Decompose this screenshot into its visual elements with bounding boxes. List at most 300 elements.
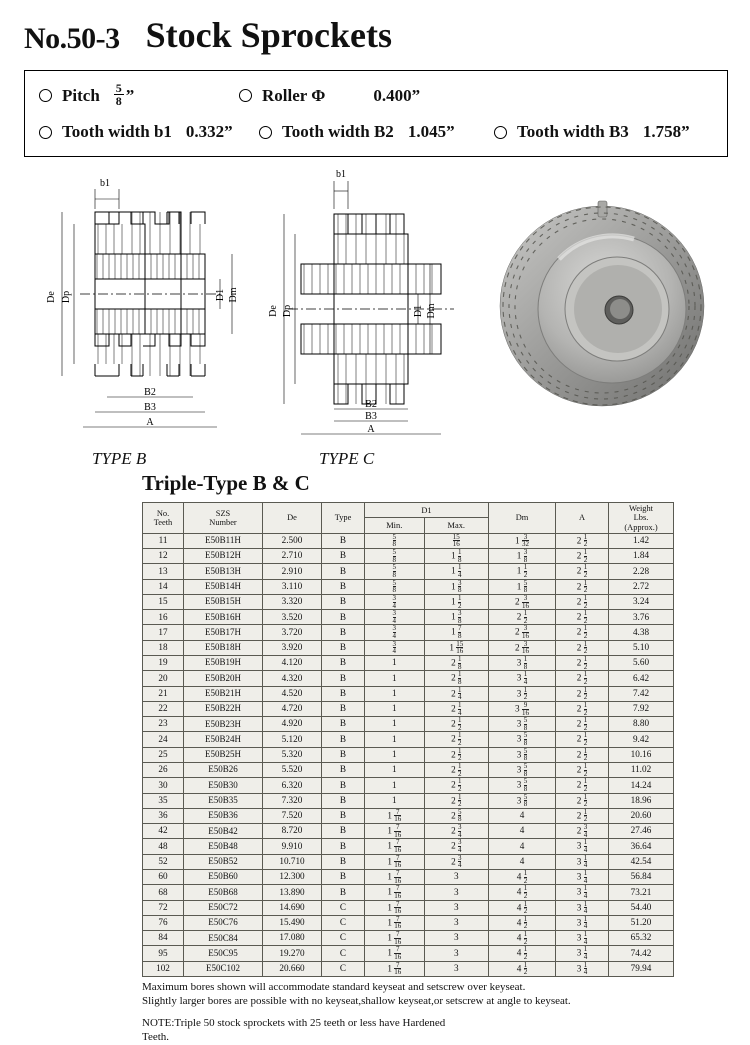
cell-a: 2 $\frac{1}{2}$: [556, 747, 609, 762]
bullet-icon: [39, 89, 52, 102]
cell-teeth: 68: [143, 885, 184, 900]
cell-dm: 4 $\frac{1}{2}$: [489, 961, 556, 976]
cell-d1-min: 1 $\frac{7}{16}$: [365, 854, 425, 869]
cell-type: B: [322, 640, 365, 655]
cell-weight: 9.42: [609, 732, 674, 747]
cell-d1-min: 1 $\frac{7}{16}$: [365, 900, 425, 915]
cell-de: 2.500: [263, 533, 322, 548]
table-row: [143, 732, 674, 747]
cell-szs: E50B60: [184, 869, 263, 884]
type-c-drawing: [266, 159, 466, 449]
table-row: [143, 640, 674, 655]
cell-type: B: [322, 656, 365, 671]
cell-de: 3.920: [263, 640, 322, 655]
cell-de: 5.120: [263, 732, 322, 747]
spec-b1-value: 0.332”: [185, 122, 233, 141]
page-title: Stock Sprockets: [145, 15, 393, 55]
cell-d1-min: 1: [365, 717, 425, 732]
cell-de: 2.710: [263, 549, 322, 564]
cell-dm: 3 $\frac{1}{4}$: [489, 671, 556, 686]
cell-weight: 3.76: [609, 610, 674, 625]
spec-b2: [259, 122, 494, 142]
cell-weight: 8.80: [609, 717, 674, 732]
table-title: Triple-Type B & C: [142, 471, 310, 495]
cell-de: 3.720: [263, 625, 322, 640]
cell-type: B: [322, 610, 365, 625]
spec-roller-value: 0.400”: [373, 85, 421, 105]
cell-d1-max: 1 $\frac{7}{8}$: [424, 625, 488, 640]
footnote-line-2: Slightly larger bores are possible with no keyseat,shallow keyseat,or setscrew at angle to keyseat.: [142, 994, 571, 1007]
cell-szs: E50C84: [184, 931, 263, 946]
cell-szs: E50B52: [184, 854, 263, 869]
type-b-drawing: [40, 169, 260, 444]
cell-a: 3 $\frac{1}{4}$: [556, 961, 609, 976]
cell-teeth: 52: [143, 854, 184, 869]
cell-dm: 3 $\frac{5}{8}$: [489, 732, 556, 747]
cell-a: 3 $\frac{1}{4}$: [556, 854, 609, 869]
table-row: [143, 564, 674, 579]
cell-a: 2 $\frac{1}{2}$: [556, 610, 609, 625]
svg-text:A: A: [367, 424, 375, 435]
cell-type: B: [322, 564, 365, 579]
svg-text:Dp: Dp: [61, 290, 72, 304]
cell-teeth: 95: [143, 946, 184, 961]
cell-d1-max: 3: [424, 961, 488, 976]
cell-teeth: 84: [143, 931, 184, 946]
cell-a: 2 $\frac{1}{2}$: [556, 564, 609, 579]
cell-teeth: 36: [143, 808, 184, 823]
svg-text:b1: b1: [100, 178, 110, 189]
cell-dm: 3 $\frac{1}{2}$: [489, 686, 556, 701]
table-row: [143, 931, 674, 946]
cell-dm: 3 $\frac{5}{8}$: [489, 747, 556, 762]
bullet-icon: [494, 126, 507, 139]
cell-de: 15.490: [263, 915, 322, 930]
cell-type: B: [322, 579, 365, 594]
spec-pitch-label: Pitch: [62, 85, 100, 105]
bullet-icon: [239, 89, 252, 102]
cell-de: 5.520: [263, 763, 322, 778]
cell-de: 3.110: [263, 579, 322, 594]
cell-teeth: 26: [143, 763, 184, 778]
table-row: [143, 701, 674, 716]
cell-weight: 65.32: [609, 931, 674, 946]
cell-d1-max: 2 $\frac{3}{4}$: [424, 824, 488, 839]
fraction: [114, 82, 124, 107]
cell-a: 2 $\frac{1}{2}$: [556, 656, 609, 671]
cell-type: C: [322, 915, 365, 930]
cell-weight: 1.42: [609, 533, 674, 548]
cell-dm: 1 $\frac{3}{8}$: [489, 549, 556, 564]
cell-a: 2 $\frac{1}{2}$: [556, 778, 609, 793]
cell-teeth: 15: [143, 594, 184, 609]
cell-de: 17.080: [263, 931, 322, 946]
col-weight-l2: Lbs.: [633, 513, 649, 523]
cell-d1-min: $\frac{3}{4}$: [365, 625, 425, 640]
cell-weight: 27.46: [609, 824, 674, 839]
svg-text:A: A: [146, 417, 154, 428]
cell-weight: 2.28: [609, 564, 674, 579]
cell-dm: 3 $\frac{5}{8}$: [489, 717, 556, 732]
table-head: [143, 503, 674, 534]
table-row: [143, 915, 674, 930]
cell-de: 2.910: [263, 564, 322, 579]
table-row: [143, 656, 674, 671]
cell-de: 4.520: [263, 686, 322, 701]
cell-a: 2 $\frac{1}{2}$: [556, 732, 609, 747]
cell-a: 3 $\frac{1}{4}$: [556, 931, 609, 946]
footnote-line-1: Maximum bores shown will accommodate standard keyseat and setscrew over keyseat.: [142, 980, 526, 993]
cell-a: 2 $\frac{1}{2}$: [556, 717, 609, 732]
cell-a: 3 $\frac{1}{4}$: [556, 839, 609, 854]
table-row: [143, 839, 674, 854]
table-row: [143, 763, 674, 778]
cell-type: C: [322, 931, 365, 946]
cell-d1-max: 1 $\frac{1}{8}$: [424, 549, 488, 564]
cell-type: B: [322, 839, 365, 854]
cell-dm: 1 $\frac{1}{2}$: [489, 564, 556, 579]
cell-szs: E50B48: [184, 839, 263, 854]
cell-type: B: [322, 594, 365, 609]
svg-text:b1: b1: [336, 169, 346, 180]
spec-b1-label: Tooth width b1: [62, 122, 172, 141]
cell-a: 2 $\frac{1}{2}$: [556, 640, 609, 655]
cell-weight: 74.42: [609, 946, 674, 961]
cell-type: B: [322, 808, 365, 823]
cell-a: 3 $\frac{1}{4}$: [556, 869, 609, 884]
cell-dm: 3 $\frac{5}{8}$: [489, 793, 556, 808]
cell-d1-max: 1 $\frac{3}{8}$: [424, 610, 488, 625]
fraction-numerator: 5: [115, 81, 122, 95]
cell-weight: 2.72: [609, 579, 674, 594]
cell-type: C: [322, 900, 365, 915]
cell-weight: 36.64: [609, 839, 674, 854]
cell-d1-min: 1: [365, 747, 425, 762]
cell-weight: 10.16: [609, 747, 674, 762]
cell-d1-min: $\frac{3}{4}$: [365, 610, 425, 625]
cell-teeth: 22: [143, 701, 184, 716]
svg-text:Dm: Dm: [426, 303, 437, 319]
cell-d1-max: 2 $\frac{1}{4}$: [424, 701, 488, 716]
cell-type: B: [322, 793, 365, 808]
cell-szs: E50B35: [184, 793, 263, 808]
cell-dm: 4 $\frac{1}{2}$: [489, 931, 556, 946]
spec-roller-label: Roller Φ: [262, 85, 326, 105]
cell-teeth: 25: [143, 747, 184, 762]
cell-weight: 6.42: [609, 671, 674, 686]
table-row: [143, 594, 674, 609]
cell-weight: 7.92: [609, 701, 674, 716]
svg-text:B3: B3: [144, 402, 156, 413]
cell-d1-max: 2 $\frac{3}{4}$: [424, 839, 488, 854]
cell-type: B: [322, 717, 365, 732]
cell-type: B: [322, 549, 365, 564]
cell-de: 7.520: [263, 808, 322, 823]
cell-dm: 4: [489, 808, 556, 823]
table-row: [143, 793, 674, 808]
cell-weight: 7.42: [609, 686, 674, 701]
cell-szs: E50B16H: [184, 610, 263, 625]
cell-teeth: 16: [143, 610, 184, 625]
cell-type: B: [322, 869, 365, 884]
svg-text:B2: B2: [365, 399, 377, 410]
cell-dm: 2 $\frac{1}{2}$: [489, 610, 556, 625]
cell-weight: 4.38: [609, 625, 674, 640]
cell-szs: E50B21H: [184, 686, 263, 701]
table-row: [143, 824, 674, 839]
cell-d1-min: 1: [365, 732, 425, 747]
table-row: [143, 533, 674, 548]
spec-b3: [494, 122, 690, 142]
footnote-line-3: NOTE:Triple 50 stock sprockets with 25 teeth or less have Hardened: [142, 1017, 446, 1030]
cell-d1-min: $\frac{5}{8}$: [365, 533, 425, 548]
cell-type: B: [322, 885, 365, 900]
col-teeth: [143, 503, 184, 534]
cell-d1-min: 1 $\frac{7}{16}$: [365, 885, 425, 900]
cell-type: B: [322, 763, 365, 778]
spec-row-2: [39, 122, 713, 142]
cell-type: B: [322, 701, 365, 716]
cell-d1-max: 2 $\frac{1}{2}$: [424, 763, 488, 778]
table-row: [143, 946, 674, 961]
cell-d1-max: 2 $\frac{1}{2}$: [424, 793, 488, 808]
type-b-caption: TYPE B: [92, 449, 147, 468]
cell-weight: 20.60: [609, 808, 674, 823]
table-row: [143, 579, 674, 594]
cell-d1-min: 1: [365, 793, 425, 808]
type-c-caption: TYPE C: [319, 449, 375, 468]
cell-a: 2 $\frac{3}{4}$: [556, 824, 609, 839]
cell-dm: 4 $\frac{1}{2}$: [489, 946, 556, 961]
cell-a: 2 $\frac{1}{2}$: [556, 594, 609, 609]
svg-text:B3: B3: [365, 411, 377, 422]
sprocket-photo: [484, 199, 734, 414]
cell-type: C: [322, 946, 365, 961]
svg-text:B2: B2: [144, 387, 156, 398]
cell-d1-min: 1: [365, 656, 425, 671]
cell-type: B: [322, 778, 365, 793]
col-szs-l2: Number: [209, 517, 237, 527]
part-number: No.50-3: [24, 22, 120, 55]
cell-teeth: 48: [143, 839, 184, 854]
cell-d1-min: 1 $\frac{7}{16}$: [365, 808, 425, 823]
cell-teeth: 14: [143, 579, 184, 594]
table-row: [143, 549, 674, 564]
cell-de: 4.920: [263, 717, 322, 732]
cell-d1-min: 1 $\frac{7}{16}$: [365, 824, 425, 839]
cell-weight: 54.40: [609, 900, 674, 915]
cell-weight: 1.84: [609, 549, 674, 564]
cell-d1-max: 3: [424, 915, 488, 930]
cell-de: 10.710: [263, 854, 322, 869]
cell-d1-min: 1: [365, 671, 425, 686]
cell-teeth: 12: [143, 549, 184, 564]
table-row: [143, 671, 674, 686]
cell-dm: 2 $\frac{3}{16}$: [489, 594, 556, 609]
col-a: A: [556, 503, 609, 534]
svg-text:De: De: [46, 291, 57, 303]
cell-de: 13.890: [263, 885, 322, 900]
cell-dm: 2 $\frac{3}{16}$: [489, 640, 556, 655]
col-weight-l1: Weight: [629, 504, 653, 514]
table-row: [143, 610, 674, 625]
cell-dm: 4 $\frac{1}{2}$: [489, 915, 556, 930]
cell-weight: 79.94: [609, 961, 674, 976]
cell-szs: E50B19H: [184, 656, 263, 671]
col-szs: [184, 503, 263, 534]
cell-szs: E50B26: [184, 763, 263, 778]
table-row: [143, 961, 674, 976]
cell-d1-max: 2 $\frac{1}{2}$: [424, 747, 488, 762]
cell-d1-max: 1 $\frac{1}{2}$: [424, 594, 488, 609]
cell-a: 2 $\frac{1}{2}$: [556, 808, 609, 823]
spec-pitch: [39, 83, 239, 108]
cell-type: B: [322, 671, 365, 686]
cell-d1-max: 1 $\frac{3}{8}$: [424, 579, 488, 594]
cell-d1-max: 2 $\frac{1}{2}$: [424, 717, 488, 732]
cell-a: 2 $\frac{1}{2}$: [556, 671, 609, 686]
cell-szs: E50B13H: [184, 564, 263, 579]
specs-table: [142, 502, 674, 977]
cell-dm: 4: [489, 839, 556, 854]
svg-text:Dp: Dp: [282, 304, 293, 318]
cell-de: 14.690: [263, 900, 322, 915]
spec-b2-label: Tooth width B2: [282, 122, 394, 141]
cell-a: 2 $\frac{1}{2}$: [556, 793, 609, 808]
cell-teeth: 20: [143, 671, 184, 686]
svg-text:D1: D1: [215, 288, 226, 302]
cell-teeth: 35: [143, 793, 184, 808]
cell-de: 9.910: [263, 839, 322, 854]
cell-weight: 51.20: [609, 915, 674, 930]
cell-weight: 73.21: [609, 885, 674, 900]
cell-d1-max: 1 $\frac{1}{4}$: [424, 564, 488, 579]
cell-d1-max: 2 $\frac{1}{8}$: [424, 671, 488, 686]
cell-type: B: [322, 533, 365, 548]
cell-d1-min: $\frac{5}{8}$: [365, 579, 425, 594]
col-weight-l3: (Approx.): [624, 522, 658, 532]
col-teeth-l2: Teeth: [153, 517, 173, 527]
cell-de: 4.720: [263, 701, 322, 716]
cell-de: 19.270: [263, 946, 322, 961]
cell-teeth: 102: [143, 961, 184, 976]
cell-d1-min: 1: [365, 701, 425, 716]
cell-szs: E50C95: [184, 946, 263, 961]
cell-szs: E50B36: [184, 808, 263, 823]
cell-d1-min: 1 $\frac{7}{16}$: [365, 961, 425, 976]
cell-type: B: [322, 824, 365, 839]
cell-type: B: [322, 747, 365, 762]
cell-de: 3.520: [263, 610, 322, 625]
cell-szs: E50B18H: [184, 640, 263, 655]
cell-szs: E50B12H: [184, 549, 263, 564]
cell-dm: 4 $\frac{1}{2}$: [489, 869, 556, 884]
table-row: [143, 625, 674, 640]
cell-dm: 3 $\frac{9}{16}$: [489, 701, 556, 716]
cell-de: 7.320: [263, 793, 322, 808]
spec-row-1: [39, 83, 713, 108]
cell-szs: E50B30: [184, 778, 263, 793]
cell-a: 2 $\frac{1}{2}$: [556, 701, 609, 716]
cell-d1-max: 2 $\frac{1}{2}$: [424, 778, 488, 793]
col-de: De: [263, 503, 322, 534]
cell-szs: E50B20H: [184, 671, 263, 686]
cell-d1-min: $\frac{5}{8}$: [365, 549, 425, 564]
drawings-row: [14, 165, 736, 468]
cell-dm: 3 $\frac{5}{8}$: [489, 778, 556, 793]
cell-d1-min: 1: [365, 686, 425, 701]
cell-szs: E50B14H: [184, 579, 263, 594]
cell-type: C: [322, 961, 365, 976]
cell-type: B: [322, 625, 365, 640]
cell-d1-min: 1: [365, 763, 425, 778]
spec-b2-value: 1.045”: [407, 122, 455, 141]
cell-d1-max: 3: [424, 931, 488, 946]
cell-weight: 5.60: [609, 656, 674, 671]
cell-de: 4.120: [263, 656, 322, 671]
cell-d1-max: $\frac{15}{16}$: [424, 533, 488, 548]
specs-table-wrap: [142, 502, 740, 977]
cell-teeth: 18: [143, 640, 184, 655]
col-d1-min: Min.: [365, 518, 425, 533]
cell-teeth: 30: [143, 778, 184, 793]
cell-d1-min: 1 $\frac{7}{16}$: [365, 946, 425, 961]
spec-b1: [39, 122, 259, 142]
cell-d1-max: 2 $\frac{1}{8}$: [424, 656, 488, 671]
cell-dm: 3 $\frac{1}{8}$: [489, 656, 556, 671]
cell-de: 3.320: [263, 594, 322, 609]
cell-dm: 4: [489, 824, 556, 839]
cell-d1-max: 3: [424, 869, 488, 884]
col-dm: Dm: [489, 503, 556, 534]
col-weight: [609, 503, 674, 534]
cell-d1-min: $\frac{3}{4}$: [365, 594, 425, 609]
cell-dm: 4 $\frac{1}{2}$: [489, 900, 556, 915]
svg-text:Dm: Dm: [228, 287, 239, 303]
cell-type: B: [322, 854, 365, 869]
cell-szs: E50C102: [184, 961, 263, 976]
col-teeth-l1: No.: [156, 508, 170, 518]
cell-weight: 14.24: [609, 778, 674, 793]
cell-teeth: 42: [143, 824, 184, 839]
spec-b3-value: 1.758”: [642, 122, 690, 141]
cell-de: 20.660: [263, 961, 322, 976]
cell-a: 2 $\frac{1}{2}$: [556, 763, 609, 778]
cell-szs: E50B42: [184, 824, 263, 839]
cell-weight: 5.10: [609, 640, 674, 655]
cell-a: 2 $\frac{1}{2}$: [556, 549, 609, 564]
cell-d1-max: 3: [424, 946, 488, 961]
cell-teeth: 21: [143, 686, 184, 701]
spec-pitch-value: [114, 83, 135, 108]
cell-type: B: [322, 686, 365, 701]
cell-weight: 56.84: [609, 869, 674, 884]
cell-a: 2 $\frac{1}{2}$: [556, 579, 609, 594]
cell-teeth: 11: [143, 533, 184, 548]
svg-text:De: De: [268, 305, 279, 317]
footnote-block-2: [142, 1017, 742, 1045]
footnote-line-4: Teeth.: [142, 1031, 170, 1044]
cell-dm: 4: [489, 854, 556, 869]
cell-dm: 4 $\frac{1}{2}$: [489, 885, 556, 900]
cell-d1-min: 1 $\frac{7}{16}$: [365, 931, 425, 946]
cell-szs: E50B24H: [184, 732, 263, 747]
cell-dm: 2 $\frac{3}{16}$: [489, 625, 556, 640]
cell-d1-max: 2 $\frac{1}{2}$: [424, 732, 488, 747]
cell-d1-min: 1 $\frac{7}{16}$: [365, 839, 425, 854]
cell-d1-min: 1 $\frac{7}{16}$: [365, 915, 425, 930]
cell-a: 2 $\frac{1}{2}$: [556, 686, 609, 701]
